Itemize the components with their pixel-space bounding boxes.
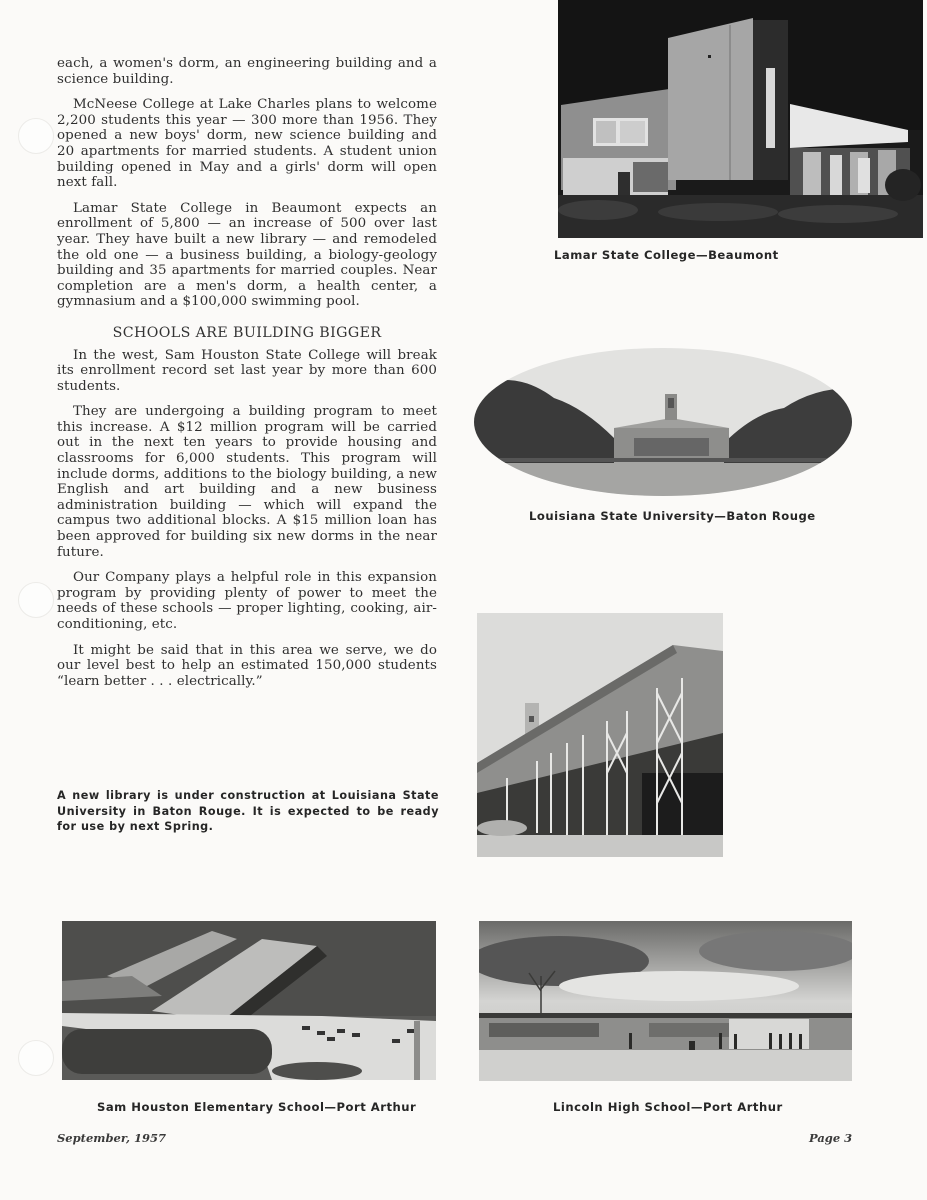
article-paragraph: Our Company plays a helpful role in this expansion program by providing plenty of power to meet the needs of these schools — proper lighting, cooking, air-conditioning, etc. <box>57 570 437 632</box>
article-paragraph: McNeese College at Lake Charles plans to welcome 2,200 students this year — 300 more than 1956. They opened a new boys' dorm, new science building and 20 apartments for married students. A student union building opened in May and a girls' dorm will open next fall. <box>57 97 437 191</box>
photo-library-construction <box>477 613 723 857</box>
footer-date: September, 1957 <box>57 1131 167 1145</box>
photo-sam-houston-elementary <box>62 921 436 1080</box>
photo-lsu-campus <box>474 348 852 496</box>
article-paragraph: In the west, Sam Houston State College will break its enrollment record set last year by more than 600 students. <box>57 347 437 394</box>
punch-hole <box>18 582 54 618</box>
photo-lamar-state-college <box>558 0 923 238</box>
photo-lincoln-high-school <box>479 921 852 1081</box>
punch-hole <box>18 1040 54 1076</box>
footer-page-number: Page 3 <box>809 1131 853 1145</box>
photo-caption-lamar: Lamar State College—Beaumont <box>554 248 779 262</box>
punch-hole <box>18 118 54 154</box>
article-paragraph: It might be said that in this area we serve, we do our level best to help an estimated 150,000 students “learn better . . . electrically.” <box>57 642 437 689</box>
photo-caption-sam-houston: Sam Houston Elementary School—Port Arthur <box>97 1100 417 1114</box>
section-heading: SCHOOLS ARE BUILDING BIGGER <box>112 324 382 341</box>
article-paragraph: Lamar State College in Beaumont expects an enrollment of 5,800 — an increase of 500 over last year. They have built a new library — and remodeled the old one — a business building, a biology-geology building and 35 apartments for married couples. Near completion are a men's dorm, a health center, a gymnasium and a $100,000 swimming pool. <box>57 200 437 310</box>
photo-caption-lsu: Louisiana State University—Baton Rouge <box>529 509 816 523</box>
photo-caption-lincoln: Lincoln High School—Port Arthur <box>553 1100 783 1114</box>
article-paragraph: each, a women's dorm, an engineering building and a science building. <box>57 56 437 87</box>
article-column <box>57 56 437 699</box>
photo-caption-library: A new library is under construction at Louisiana State University in Baton Rouge. It is expected to be ready for use by next Spring. <box>57 789 439 834</box>
article-paragraph: They are undergoing a building program to meet this increase. A $12 million program will be carried out in the next ten years to provide housing and classrooms for 6,000 students. This program will include dorms, additions to the biology building, a new English and art building and a new business administration building — which will expand the campus two additional blocks. A $15 million loan has been approved for building six new dorms in the near future. <box>57 404 437 560</box>
